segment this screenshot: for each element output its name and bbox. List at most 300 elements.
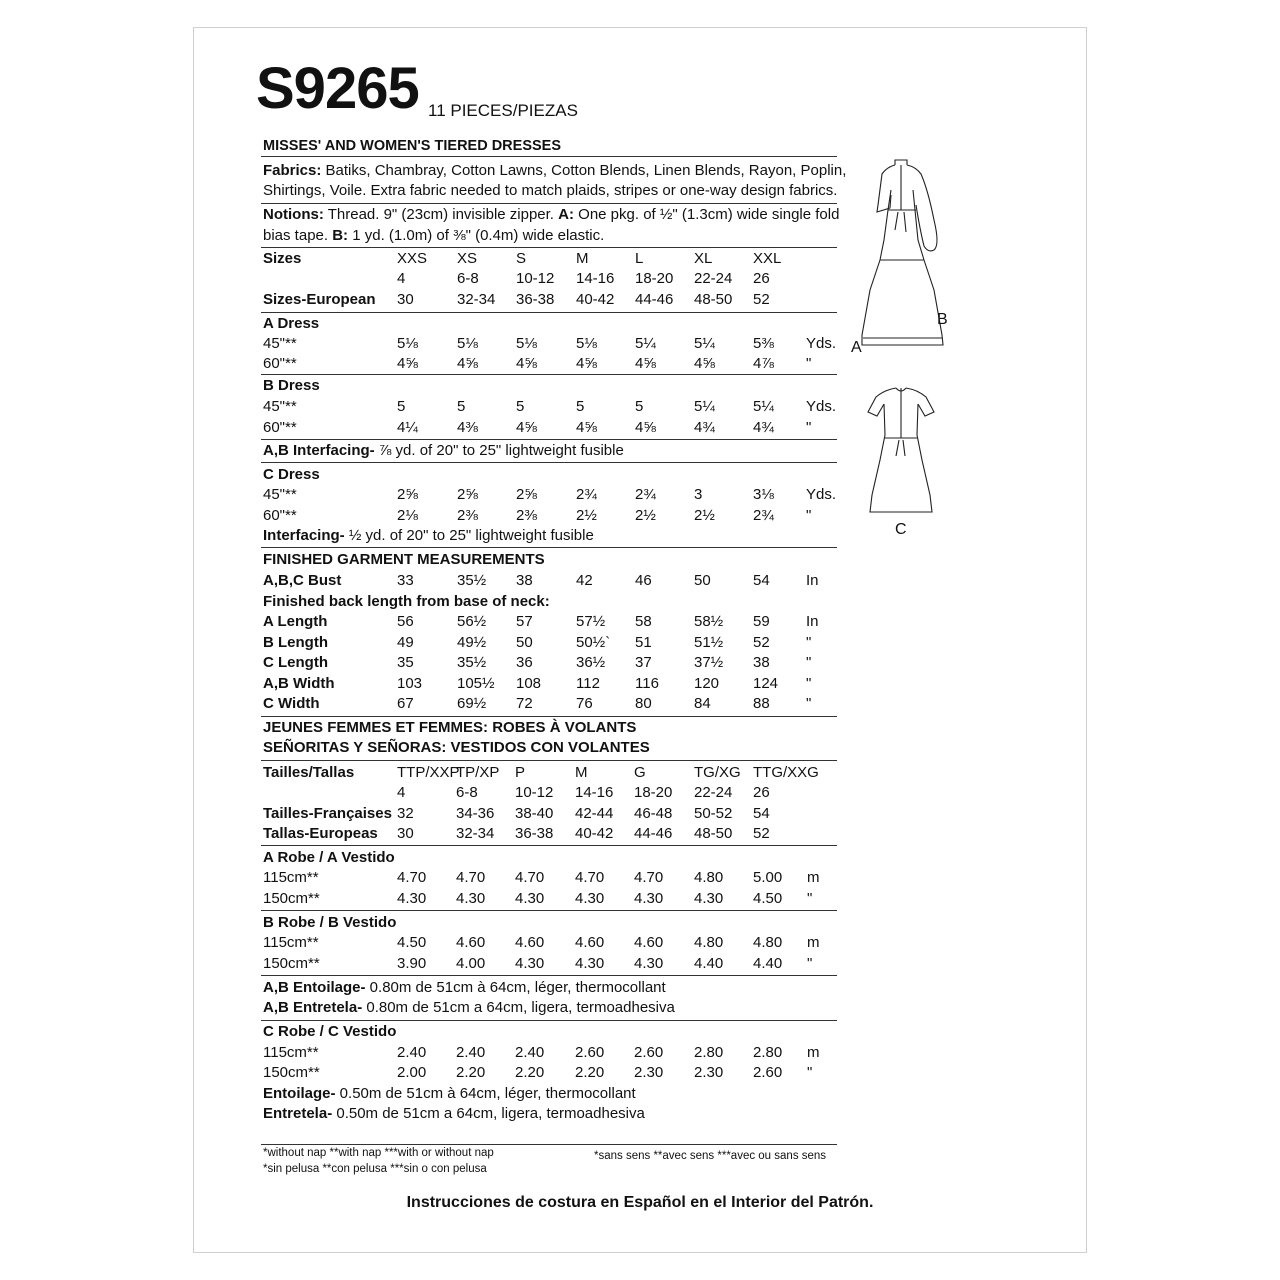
notions-b-text: 1 yd. (1.0m) of ⅜" (0.4m) wide elastic. (348, 227, 605, 244)
unit-cell: m (807, 869, 820, 886)
metric-title-es (263, 738, 650, 758)
table-cell: 4.30 (694, 890, 724, 907)
row-label: Sizes (263, 250, 302, 267)
table-cell: 52 (753, 291, 770, 308)
table-cell: 2.30 (694, 1064, 724, 1081)
unit-cell: " (806, 633, 812, 651)
fabrics-label: Fabrics: (263, 162, 322, 179)
table-cell: 32-34 (457, 291, 496, 308)
notions-line-2 (263, 226, 604, 246)
row-label: Sizes-European (263, 291, 376, 308)
table-cell: XS (457, 250, 478, 267)
table-cell: 2.40 (456, 1044, 486, 1061)
table-cell: 4¾ (753, 419, 774, 436)
unit-cell: In (806, 572, 819, 589)
back-length-heading-label: Finished back length from base of neck: (263, 593, 550, 610)
row-label: Tailles/Tallas (263, 764, 355, 781)
table-row (0, 1043, 1280, 1063)
table-cell: 59 (753, 613, 770, 630)
table-cell: 4.30 (575, 955, 605, 972)
table-cell: 103 (397, 674, 423, 692)
table-cell: M (576, 250, 589, 267)
unit-cell: " (806, 695, 812, 712)
row-label: C Length (263, 654, 328, 671)
table-cell: 4.40 (753, 955, 783, 972)
table-cell: 2.60 (634, 1044, 664, 1061)
row-label: C Width (263, 695, 320, 712)
table-cell: 5 (457, 398, 466, 415)
metric-title-es-label: SEÑORITAS Y SEÑORAS: VESTIDOS CON VOLANTES (263, 739, 650, 756)
table-cell: 5 (397, 398, 406, 415)
table-cell: 4.80 (753, 934, 783, 951)
finished-measurements-heading-label: FINISHED GARMENT MEASUREMENTS (263, 551, 545, 568)
ab-entoilage-label: A,B Entoilage- (263, 979, 366, 996)
table-cell: 88 (753, 695, 770, 712)
table-cell: 84 (694, 695, 711, 712)
table-cell: 32-34 (456, 825, 495, 842)
pieces-count: 11 PIECES/PIEZAS (428, 101, 578, 120)
table-cell: 2.40 (515, 1044, 545, 1061)
notions-a-text: One pkg. of ½" (1.3cm) wide single fold (573, 206, 840, 223)
unit-cell: " (807, 955, 813, 972)
table-row (0, 334, 1280, 354)
table-cell: 4⅝ (694, 355, 715, 372)
table-cell: 14-16 (576, 270, 615, 287)
unit-cell: m (807, 934, 820, 951)
view-label-c: C (895, 521, 907, 538)
unit-cell: " (806, 674, 812, 692)
table-cell: 5⅛ (397, 335, 418, 352)
table-cell: 4.30 (575, 890, 605, 907)
table-cell: 2.80 (694, 1044, 724, 1061)
table-cell: 5 (576, 398, 585, 415)
table-row (0, 954, 1280, 974)
table-cell: 4⅝ (516, 419, 537, 436)
table-cell: 58½ (694, 613, 724, 630)
table-cell: 116 (635, 674, 659, 692)
table-cell: 52 (753, 825, 770, 842)
b-robe-heading (263, 913, 396, 933)
unit-cell: " (806, 419, 812, 436)
ab-entoilage (263, 978, 666, 998)
table-cell: P (515, 764, 526, 781)
table-cell: 4.70 (575, 869, 605, 886)
dress-ab-illustration (862, 160, 943, 345)
fabrics-line-1 (263, 161, 846, 181)
c-robe-heading-label: C Robe / C Vestido (263, 1023, 397, 1040)
table-cell: 72 (516, 695, 533, 712)
table-cell: 5⅛ (457, 335, 478, 352)
table-cell: 37½ (694, 654, 724, 671)
b-dress-heading (263, 376, 320, 396)
table-cell: 3 (694, 486, 703, 503)
table-cell: 124 (753, 674, 779, 692)
table-cell: 2⅜ (516, 507, 537, 524)
table-cell: 4.70 (515, 869, 545, 886)
table-cell: 4⅝ (635, 355, 656, 372)
unit-cell: " (806, 654, 812, 671)
table-cell: 40-42 (575, 825, 614, 842)
table-cell: 10-12 (515, 784, 554, 801)
table-cell: 5 (635, 398, 644, 415)
table-row (0, 506, 1280, 526)
c-robe-heading (263, 1022, 396, 1042)
c-entretela (263, 1104, 645, 1124)
table-cell: 4⅜ (457, 419, 478, 436)
table-cell: 36½ (576, 654, 606, 671)
back-length-heading (263, 592, 550, 612)
footnote-fr: *sans sens **avec sens ***avec ou sans sens (594, 1150, 827, 1162)
table-cell: 40-42 (576, 291, 615, 308)
table-cell: 5⅛ (576, 335, 597, 352)
table-cell: 4.30 (515, 955, 545, 972)
unit-cell: " (806, 355, 812, 372)
row-label: B Length (263, 633, 328, 651)
table-cell: 2½ (576, 507, 597, 524)
table-cell: 48-50 (694, 291, 733, 308)
table-cell: 4.80 (694, 869, 724, 886)
table-cell: 36-38 (515, 825, 554, 842)
table-cell: 4 (397, 270, 406, 287)
table-cell: 58 (635, 613, 652, 630)
table-cell: 50-52 (694, 805, 733, 822)
c-interfacing-text: ½ yd. of 20" to 25" lightweight fusible (344, 527, 594, 544)
table-cell: 35 (397, 654, 414, 671)
table-cell: S (516, 250, 527, 267)
unit-cell: Yds. (806, 398, 837, 415)
ab-interfacing-text: ⅞ yd. of 20" to 25" lightweight fusible (374, 442, 624, 459)
table-row (0, 674, 1280, 694)
table-cell: 2.80 (753, 1044, 783, 1061)
row-label: A,B,C Bust (263, 572, 342, 589)
table-cell: 2¾ (635, 486, 656, 503)
table-cell: 48-50 (694, 825, 733, 842)
table-cell: 56½ (457, 613, 487, 630)
table-row (0, 653, 1280, 673)
table-cell: 69½ (457, 695, 487, 712)
table-row (0, 571, 1280, 591)
table-cell: 76 (576, 695, 593, 712)
table-cell: 112 (576, 674, 600, 692)
unit-cell: Yds. (806, 486, 837, 503)
notions-text: Thread. 9" (23cm) invisible zipper. (323, 206, 559, 223)
table-cell: L (635, 250, 644, 267)
table-cell: 52 (753, 633, 770, 651)
fabrics-line-2: Shirtings, Voile. Extra fabric needed to match plaids, stripes or one-way design fabrics. (263, 182, 838, 199)
c-dress-heading-label: C Dress (263, 466, 320, 483)
row-label: Tailles-Françaises (263, 805, 392, 822)
row-label: 115cm** (263, 934, 319, 951)
c-entoilage (263, 1084, 636, 1104)
table-row (0, 824, 1280, 844)
table-cell: 50 (694, 572, 711, 589)
spanish-instructions-note: Instrucciones de costura en Español en el Interior del Patrón. (406, 1194, 874, 1211)
table-cell: 4⅞ (753, 355, 774, 372)
table-cell: 2.60 (753, 1064, 783, 1081)
table-cell: 42-44 (575, 805, 614, 822)
table-cell: 46 (635, 572, 652, 589)
a-dress-heading-label: A Dress (263, 315, 320, 332)
table-cell: 35½ (457, 572, 487, 589)
table-cell: 4¼ (397, 419, 418, 436)
table-cell: 2½ (635, 507, 656, 524)
unit-cell: " (807, 1064, 813, 1081)
table-cell: 4¾ (694, 419, 715, 436)
table-row (0, 354, 1280, 374)
table-cell: 4.70 (397, 869, 427, 886)
ab-entoilage-text: 0.80m de 51cm à 64cm, léger, thermocollant (365, 979, 666, 996)
table-cell: 4⅝ (576, 355, 597, 372)
table-cell: 22-24 (694, 784, 733, 801)
table-cell: 46-48 (634, 805, 673, 822)
table-cell: 2.00 (397, 1064, 427, 1081)
row-label: 115cm** (263, 869, 319, 886)
table-cell: 2.20 (575, 1064, 605, 1081)
table-cell: 4.60 (456, 934, 486, 951)
table-cell: 51 (635, 633, 652, 651)
table-cell: 26 (753, 784, 770, 801)
table-cell: 4⅝ (635, 419, 656, 436)
row-label: A Length (263, 613, 328, 630)
table-cell: 4.50 (397, 934, 427, 951)
table-cell: 4⅝ (457, 355, 478, 372)
table-cell: 5¼ (753, 398, 774, 415)
table-cell: G (634, 764, 646, 781)
row-label: 45"** (263, 398, 297, 415)
notions-line-1 (263, 205, 839, 225)
table-cell: 37 (635, 654, 652, 671)
c-entretela-text: 0.50m de 51cm a 64cm, ligera, termoadhesiva (332, 1105, 645, 1122)
table-row (0, 269, 1280, 289)
metric-title-fr (263, 718, 636, 738)
table-cell: 50 (516, 633, 533, 651)
table-row (0, 763, 1280, 783)
row-label: 60"** (263, 507, 297, 524)
unit-cell: " (806, 507, 812, 524)
table-cell: 18-20 (634, 784, 673, 801)
table-cell: 4.30 (634, 890, 664, 907)
table-cell: 4.60 (575, 934, 605, 951)
table-cell: XXL (753, 250, 782, 267)
fabrics-text: Batiks, Chambray, Cotton Lawns, Cotton Blends, Linen Blends, Rayon, Poplin, (321, 162, 847, 179)
table-cell: 108 (516, 674, 542, 692)
table-cell: 36 (516, 654, 533, 671)
table-cell: 120 (694, 674, 720, 692)
table-row (0, 633, 1280, 653)
ab-interfacing (263, 441, 624, 461)
table-cell: 54 (753, 805, 770, 822)
table-cell: 57 (516, 613, 533, 630)
table-cell: 44-46 (635, 291, 674, 308)
footnote-en: *without nap **with nap ***with or without nap (263, 1147, 494, 1159)
table-row (0, 290, 1280, 310)
table-cell: 2½ (694, 507, 715, 524)
pattern-title: MISSES' AND WOMEN'S TIERED DRESSES (263, 138, 562, 154)
a-robe-heading-label: A Robe / A Vestido (263, 849, 395, 866)
table-cell: 2.40 (397, 1044, 427, 1061)
a-dress-heading (263, 314, 319, 334)
table-cell: 30 (397, 825, 414, 842)
table-row (0, 804, 1280, 824)
notions-text-2: bias tape. (263, 227, 333, 244)
table-cell: 2⅝ (397, 486, 418, 503)
ab-entretela (263, 998, 675, 1018)
notions-a-label: A: (558, 206, 574, 223)
table-cell: 4 (397, 784, 406, 801)
table-cell: 67 (397, 695, 414, 712)
table-cell: 2⅝ (516, 486, 537, 503)
table-cell: 2⅜ (457, 507, 478, 524)
table-cell: 30 (397, 291, 414, 308)
row-label: 150cm** (263, 890, 320, 907)
table-cell: 2¾ (576, 486, 597, 503)
row-label: A,B Width (263, 674, 335, 692)
table-cell: 2⅝ (457, 486, 478, 503)
table-row (0, 418, 1280, 438)
table-cell: 22-24 (694, 270, 733, 287)
a-robe-heading (263, 848, 395, 868)
table-row (0, 889, 1280, 909)
table-row (0, 485, 1280, 505)
table-cell: 4⅝ (397, 355, 418, 372)
table-cell: 4.30 (634, 955, 664, 972)
table-cell: 36-38 (516, 291, 555, 308)
table-cell: 50½` (576, 633, 611, 651)
row-label: 45"** (263, 335, 297, 352)
table-cell: 4.30 (397, 890, 427, 907)
unit-cell: In (806, 613, 819, 630)
table-cell: TG/XG (694, 764, 741, 781)
table-cell: 6-8 (457, 270, 479, 287)
unit-cell: " (807, 890, 813, 907)
table-cell: M (575, 764, 588, 781)
table-row (0, 694, 1280, 714)
view-label-b: B (937, 311, 948, 328)
c-dress-heading (263, 465, 320, 485)
table-row (0, 612, 1280, 632)
table-cell: 57½ (576, 613, 606, 630)
table-cell: 4⅝ (516, 355, 537, 372)
c-interfacing (263, 526, 594, 546)
table-cell: 4⅝ (576, 419, 597, 436)
row-label: 45"** (263, 486, 297, 503)
table-cell: 3⅛ (753, 486, 774, 503)
notions-b-label: B: (332, 227, 349, 244)
table-cell: 42 (576, 572, 593, 589)
table-cell: 4.80 (694, 934, 724, 951)
table-cell: XL (694, 250, 713, 267)
table-cell: 4.70 (634, 869, 664, 886)
table-cell: 56 (397, 613, 414, 630)
table-cell: 26 (753, 270, 770, 287)
c-entoilage-text: 0.50m de 51cm à 64cm, léger, thermocollant (335, 1085, 636, 1102)
unit-cell: m (807, 1044, 820, 1061)
table-cell: 49½ (457, 633, 487, 651)
table-cell: 2⅛ (397, 507, 418, 524)
table-cell: 6-8 (456, 784, 478, 801)
pattern-number: S9265 (256, 56, 419, 121)
c-entretela-label: Entretela- (263, 1105, 333, 1122)
table-cell: 33 (397, 572, 414, 589)
table-cell: 5¼ (635, 335, 656, 352)
row-label: 60"** (263, 355, 297, 372)
table-row (0, 249, 1280, 269)
table-cell: 5.00 (753, 869, 783, 886)
table-cell: 3.90 (397, 955, 427, 972)
table-cell: 51½ (694, 633, 724, 651)
table-cell: 2.20 (515, 1064, 545, 1081)
table-row (0, 868, 1280, 888)
table-cell: TTG/XXG (753, 764, 819, 781)
footnote-es: *sin pelusa **con pelusa ***sin o con pelusa (263, 1163, 487, 1175)
table-cell: 4.30 (515, 890, 545, 907)
table-cell: XXS (397, 250, 428, 267)
finished-measurements-heading (263, 550, 545, 570)
table-cell: 2¾ (753, 507, 774, 524)
table-cell: 2.20 (456, 1064, 486, 1081)
row-label: Tallas-Europeas (263, 825, 378, 842)
table-row (0, 1063, 1280, 1083)
table-cell: TTP/XXP (397, 764, 460, 781)
table-cell: 80 (635, 695, 652, 712)
table-row (0, 397, 1280, 417)
table-cell: 38 (753, 654, 770, 671)
metric-title-fr-label: JEUNES FEMMES ET FEMMES: ROBES À VOLANTS (263, 719, 637, 736)
view-label-a: A (851, 339, 862, 356)
table-cell: 105½ (457, 674, 495, 692)
c-interfacing-label: Interfacing- (263, 527, 345, 544)
unit-cell: Yds. (806, 335, 837, 352)
table-cell: 34-36 (456, 805, 495, 822)
table-cell: 4.40 (694, 955, 724, 972)
table-cell: 10-12 (516, 270, 555, 287)
table-cell: 2.30 (634, 1064, 664, 1081)
table-cell: 5 (516, 398, 525, 415)
ab-entretela-label: A,B Entretela- (263, 999, 363, 1016)
table-cell: 5¼ (694, 335, 715, 352)
table-row (0, 783, 1280, 803)
table-cell: TP/XP (456, 764, 500, 781)
table-cell: 38 (516, 572, 533, 589)
ab-interfacing-label: A,B Interfacing- (263, 442, 375, 459)
row-label: 150cm** (263, 1064, 320, 1081)
table-row (0, 933, 1280, 953)
table-cell: 38-40 (515, 805, 554, 822)
table-cell: 5⅜ (753, 335, 774, 352)
notions-label: Notions: (263, 206, 324, 223)
table-cell: 4.00 (456, 955, 486, 972)
table-cell: 4.30 (456, 890, 486, 907)
table-cell: 4.50 (753, 890, 783, 907)
b-dress-heading-label: B Dress (263, 377, 320, 394)
row-label: 150cm** (263, 955, 320, 972)
table-cell: 44-46 (634, 825, 673, 842)
table-cell: 4.60 (515, 934, 545, 951)
c-entoilage-label: Entoilage- (263, 1085, 336, 1102)
table-cell: 2.60 (575, 1044, 605, 1061)
table-cell: 35½ (457, 654, 487, 671)
b-robe-heading-label: B Robe / B Vestido (263, 914, 397, 931)
row-label: 115cm** (263, 1044, 319, 1061)
ab-entretela-text: 0.80m de 51cm a 64cm, ligera, termoadhesiva (362, 999, 675, 1016)
table-cell: 5¼ (694, 398, 715, 415)
table-cell: 18-20 (635, 270, 674, 287)
table-cell: 32 (397, 805, 414, 822)
table-cell: 5⅛ (516, 335, 537, 352)
dress-c-illustration (868, 388, 934, 512)
table-cell: 4.70 (456, 869, 486, 886)
table-cell: 4.60 (634, 934, 664, 951)
